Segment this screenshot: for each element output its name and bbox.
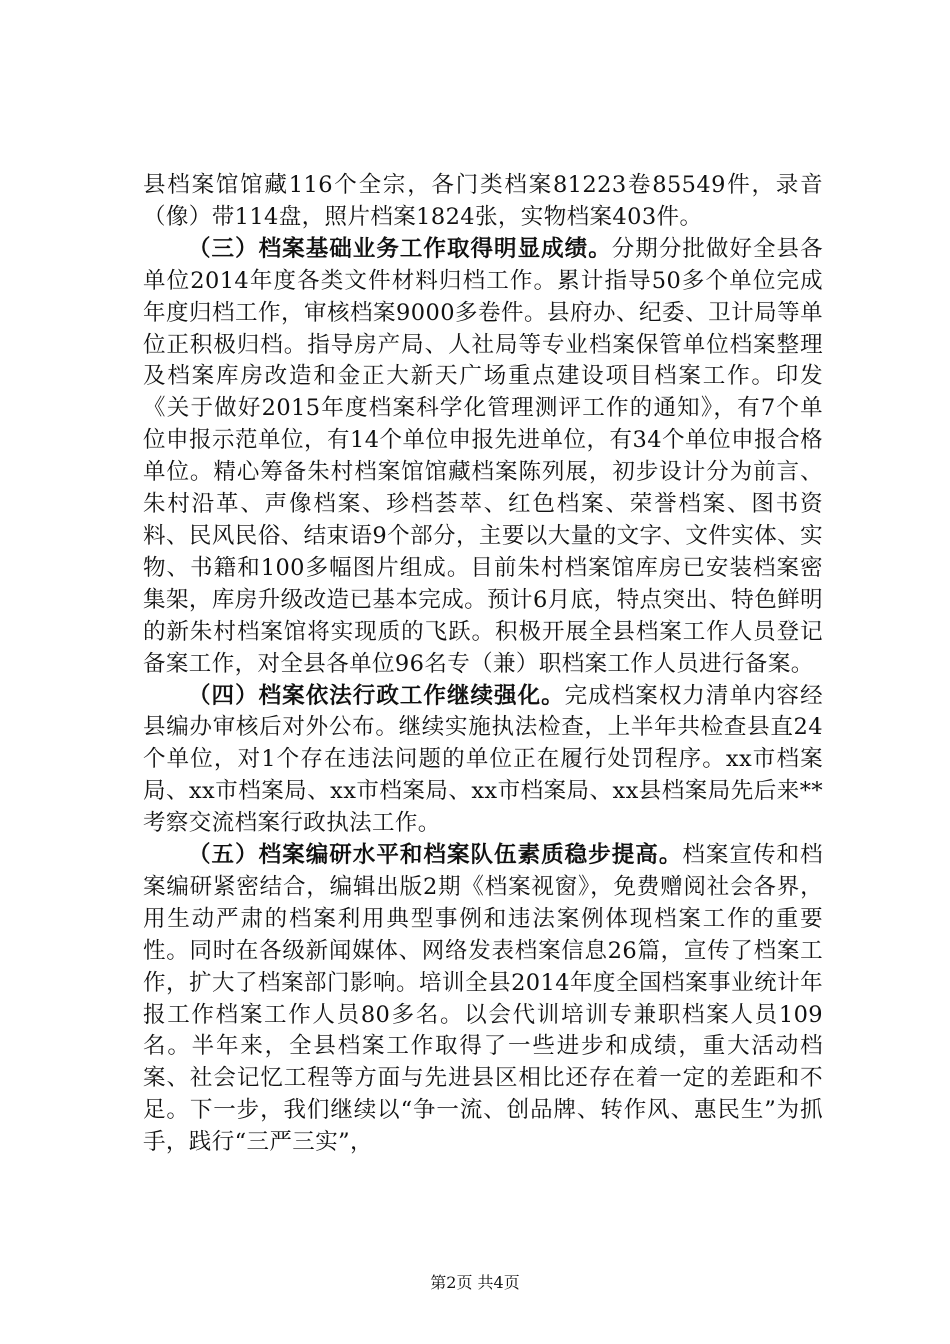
paragraph-4-body: 档案宣传和档案编研紧密结合，编辑出版2期《档案视窗》，免费赠阅社会各界，用生动严肃的档案利用典型事例和违法案例体现档案工作的重要性。同时在各级新闻媒体、网络发表档案信息26篇，宣传了档案工作，扩大了档案部门影响。培训全县2014年度全国档案事业统计年报工作档案工作人员80多名。以会代训培训专兼职档案人员109名。半年来，全县档案工作取得了一些进步和成绩，重大活动档案、社会记忆工程等方面与先进县区相比还存在着一定的差距和不足。下一步，我们继续以“争一流、创品牌、转作风、惠民生”为抓手，践行“三严三实”， <box>143 842 824 1156</box>
document-body <box>143 170 823 1159</box>
paragraph-2 <box>143 234 823 681</box>
section-3-heading: （三）档案基础业务工作取得明显成绩。 <box>188 235 612 262</box>
paragraph-1 <box>143 170 823 234</box>
section-5-heading: （五）档案编研水平和档案队伍素质稳步提高。 <box>188 842 683 869</box>
page-footer <box>0 1270 950 1293</box>
paragraph-4 <box>143 840 823 1159</box>
paragraph-2-body: 分期分批做好全县各单位2014年度各类文件材料归档工作。累计指导50多个单位完成年度归档工作，审核档案9000多卷件。县府办、纪委、卫计局等单位正积极归档。指导房产局、人社局等专业档案保管单位档案整理及档案库房改造和金正大新天广场重点建设项目档案工作。印发《关于做好2015年度档案科学化管理测评工作的通知》，有7个单位申报示范单位，有14个单位申报先进单位，有34个单位申报合格单位。精心筹备朱村档案馆馆藏档案陈列展，初步设计分为前言、朱村沿革、声像档案、珍档荟萃、红色档案、荣誉档案、图书资料、民风民俗、结束语9个部分，主要以大量的文字、文件实体、实物、书籍和100多幅图片组成。目前朱村档案馆库房已安装档案密集架，库房升级改造已基本完成。预计6月底，特点突出、特色鲜明的新朱村档案馆将实现质的飞跃。积极开展全县档案工作人员登记备案工作，对全县各单位96名专（兼）职档案工作人员进行备案。 <box>143 235 824 677</box>
section-4-heading: （四）档案依法行政工作继续强化。 <box>188 682 565 709</box>
paragraph-3-body: 完成档案权力清单内容经县编办审核后对外公布。继续实施执法检查，上半年共检查县直24个单位，对1个存在违法问题的单位正在履行处罚程序。xx市档案局、xx市档案局、xx市档案局、xx市档案局、xx县档案局先后来**考察交流档案行政执法工作。 <box>143 682 823 837</box>
paragraph-3 <box>143 681 823 841</box>
paragraph-1-body: 县档案馆馆藏116个全宗，各门类档案81223卷85549件，录音（像）带114盘，照片档案1824张，实物档案403件。 <box>143 172 823 230</box>
page-number-label: 第2页 共4页 <box>430 1273 520 1292</box>
